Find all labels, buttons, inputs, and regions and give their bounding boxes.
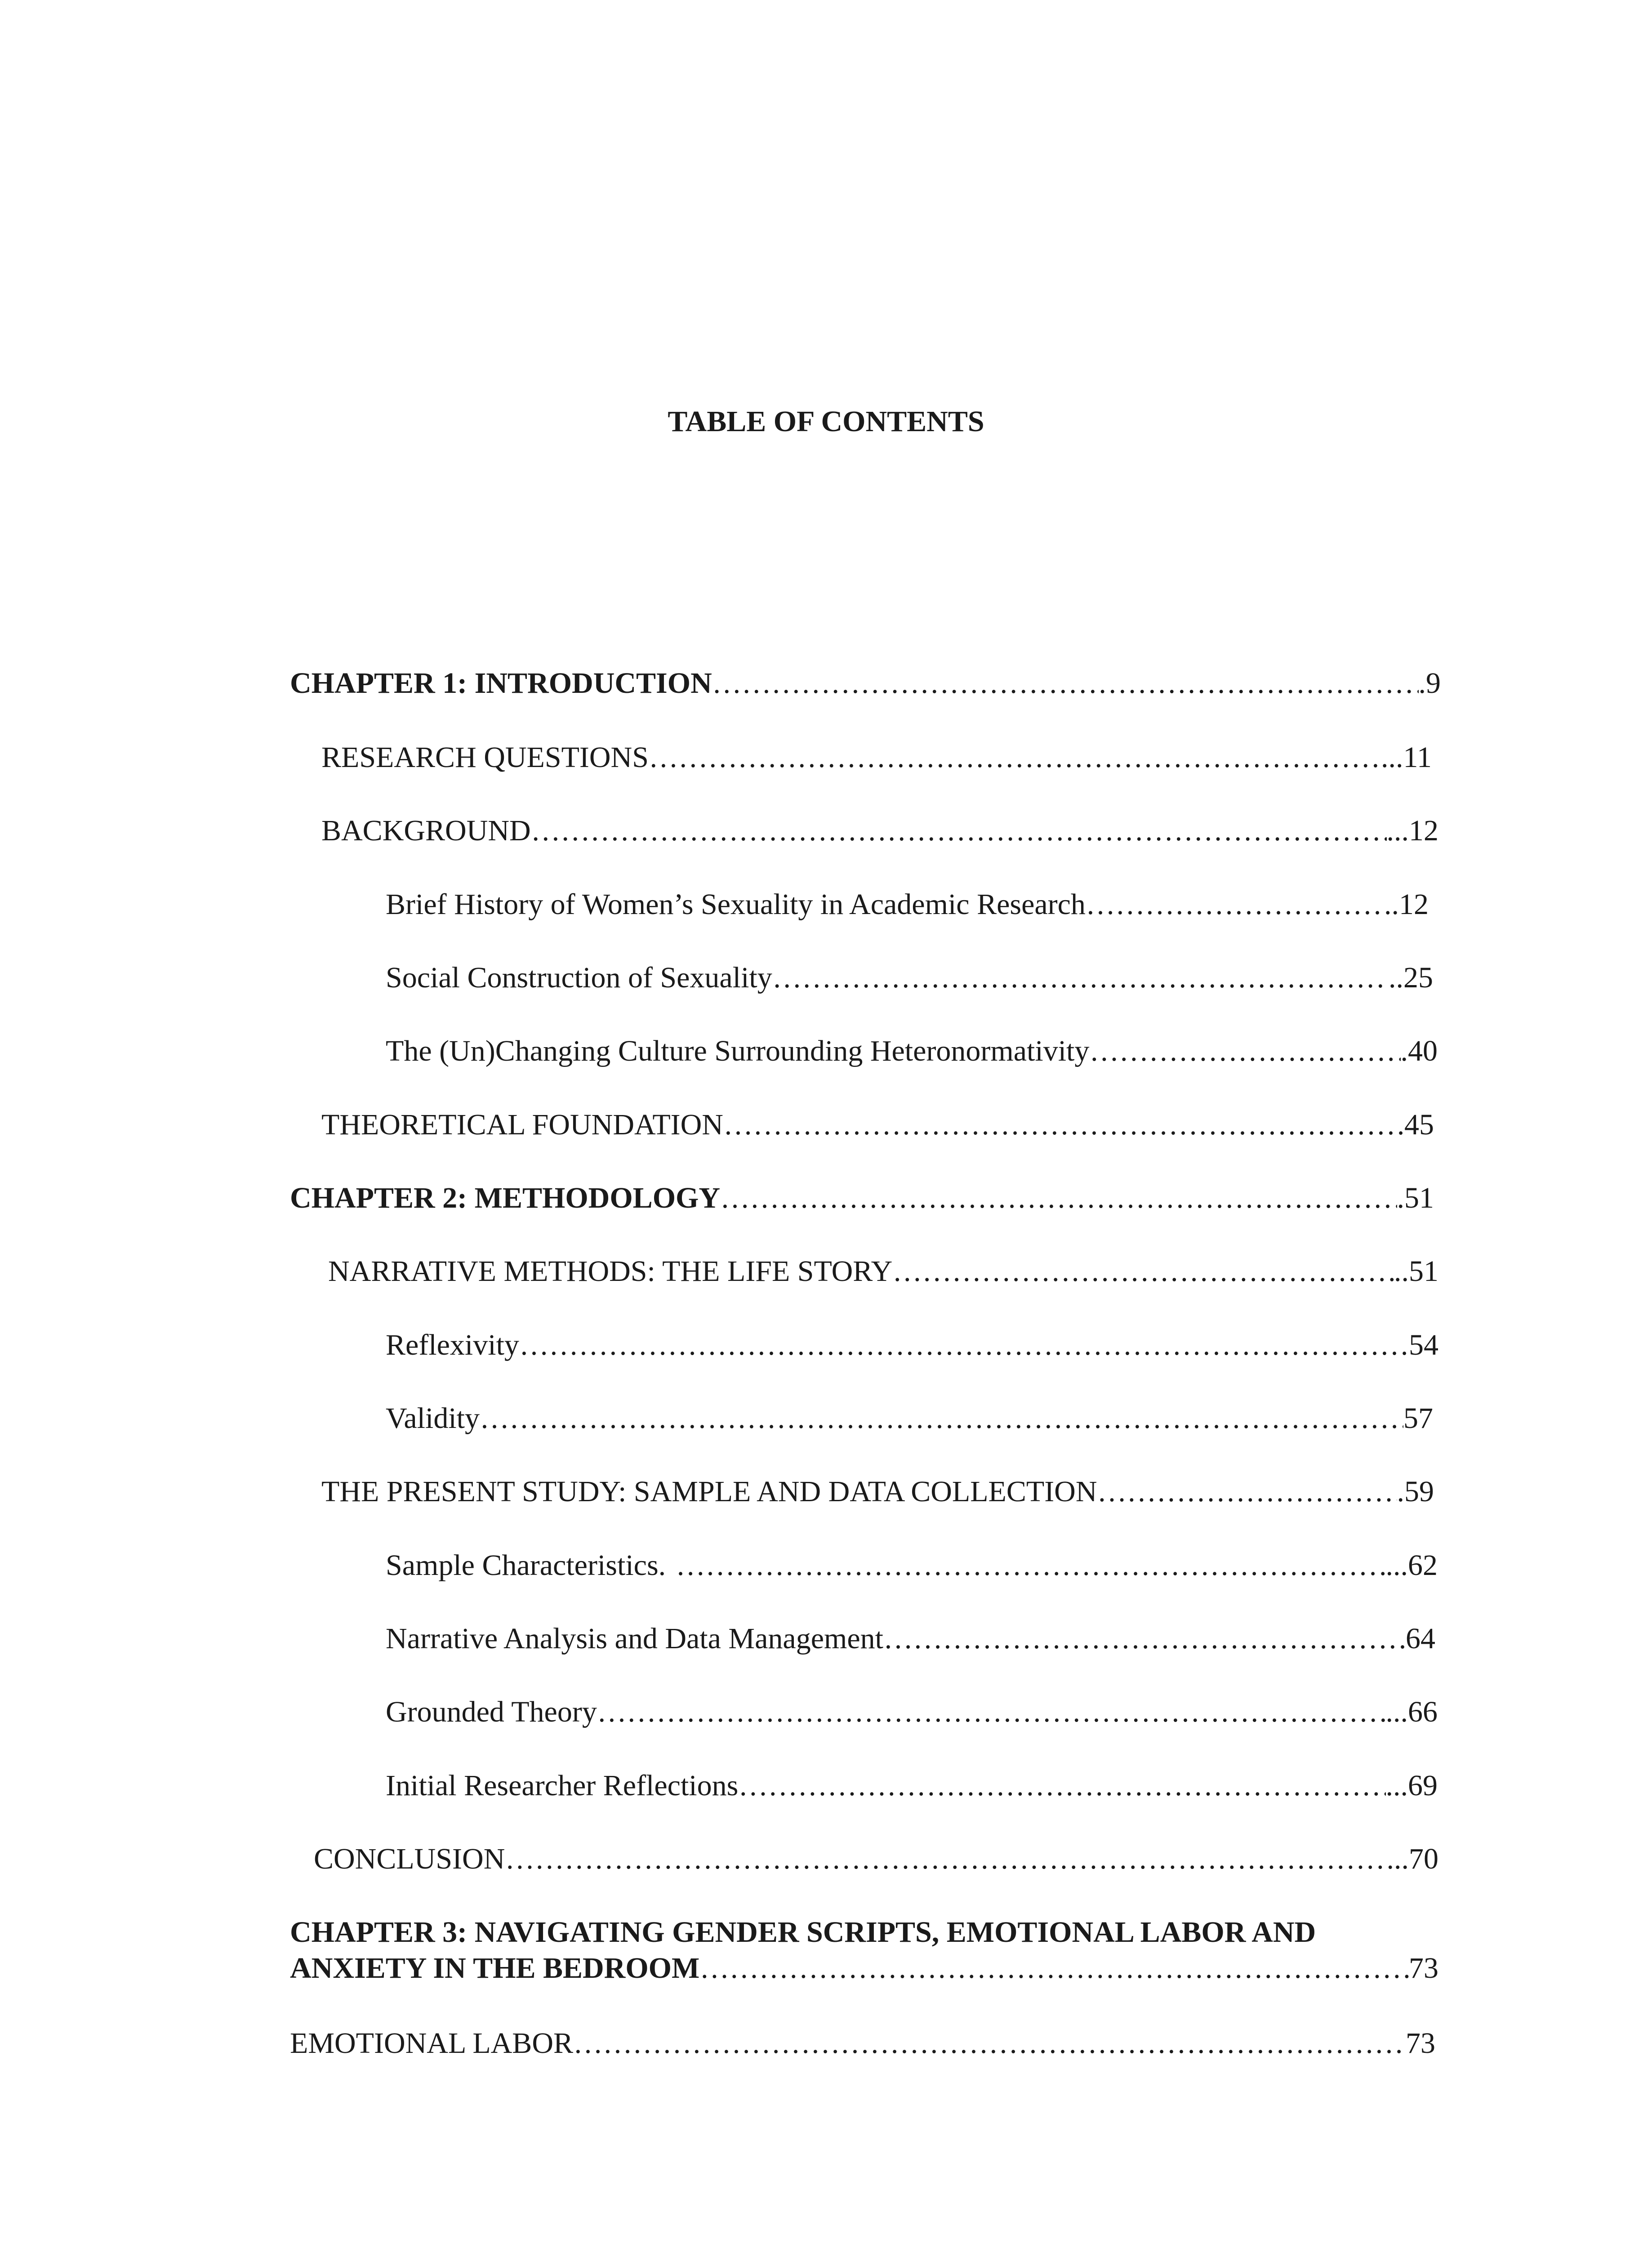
toc-page-number: ...12 (1386, 814, 1438, 847)
toc-entry-label-line2: ANXIETY IN THE BEDROOM (290, 1952, 700, 1985)
toc-page-number: ...62 (1385, 1549, 1438, 1582)
toc-entry-narrative-methods[interactable] (328, 1253, 1438, 1289)
toc-entry-label: Sample Characteristics. (386, 1549, 666, 1582)
toc-entry-label: THEORETICAL FOUNDATION (321, 1108, 723, 1141)
leader-dots (505, 1841, 1386, 1877)
leader-dots (1086, 887, 1384, 923)
toc-page-number: 54 (1409, 1329, 1438, 1361)
toc-page-number: .51 (1397, 1182, 1434, 1214)
toc-entry-label: Reflexivity (386, 1329, 519, 1361)
toc-entry-present-study[interactable] (321, 1474, 1434, 1510)
leader-dots (1097, 1474, 1397, 1510)
toc-entry-research-questions[interactable] (321, 740, 1432, 776)
page-title: TABLE OF CONTENTS (668, 405, 984, 438)
toc-entry-social-construction[interactable] (386, 960, 1433, 996)
toc-page-number: ..51 (1394, 1255, 1438, 1288)
leader-dots (1089, 1033, 1400, 1069)
leader-dots (573, 2025, 1406, 2061)
toc-page-number: 73 (1406, 2027, 1435, 2060)
toc-entry-theoretical-foundation[interactable] (321, 1107, 1434, 1143)
toc-entry-label: Social Construction of Sexuality (386, 961, 772, 994)
toc-page-number: .9 (1418, 667, 1441, 700)
leader-dots (480, 1401, 1403, 1436)
toc-entry-chapter-2[interactable] (290, 1180, 1434, 1216)
leader-dots (531, 813, 1387, 849)
toc-page-number: .59 (1397, 1475, 1434, 1508)
toc-page-number: ...11 (1380, 741, 1432, 774)
toc-entry-emotional-labor[interactable] (290, 2025, 1435, 2061)
toc-entry-label: CONCLUSION (314, 1842, 505, 1875)
toc-page-number: 45 (1404, 1108, 1434, 1141)
leader-dots (892, 1253, 1394, 1289)
toc-entry-label: The (Un)Changing Culture Surrounding Heteronormativity (386, 1035, 1090, 1067)
leader-dots (723, 1107, 1404, 1143)
toc-entry-validity[interactable] (386, 1401, 1433, 1436)
toc-page-number: 57 (1403, 1402, 1433, 1435)
leader-dots (772, 960, 1389, 996)
toc-entry-researcher-reflections[interactable] (386, 1768, 1438, 1804)
leader-dots (738, 1768, 1385, 1804)
toc-entry-grounded-theory[interactable] (386, 1694, 1438, 1730)
toc-entry-label: EMOTIONAL LABOR (290, 2027, 573, 2060)
leader-dots (699, 1950, 1409, 1986)
toc-entry-heteronormativity[interactable] (386, 1033, 1438, 1069)
leader-dots (597, 1694, 1386, 1730)
toc-page-number: ..25 (1389, 961, 1433, 994)
toc-entry-chapter-3[interactable] (290, 1914, 1438, 1986)
toc-entry-brief-history[interactable] (386, 887, 1429, 923)
toc-page-number: ...70 (1386, 1842, 1438, 1875)
toc-entry-conclusion[interactable] (314, 1841, 1438, 1877)
toc-page-number: .40 (1400, 1035, 1438, 1067)
toc-entry-label: CHAPTER 2: METHODOLOGY (290, 1182, 721, 1214)
toc-entry-chapter-1[interactable] (290, 665, 1441, 701)
toc-entry-sample-characteristics[interactable] (386, 1548, 1438, 1583)
toc-entry-narrative-analysis[interactable] (386, 1621, 1435, 1657)
toc-page-number: 73 (1409, 1952, 1438, 1985)
toc-entry-label: BACKGROUND (321, 814, 531, 847)
leader-dots (712, 665, 1419, 701)
toc-page-number: ...66 (1385, 1695, 1438, 1728)
toc-entry-label: Brief History of Women’s Sexuality in Academic Research (386, 888, 1086, 921)
toc-entry-label: THE PRESENT STUDY: SAMPLE AND DATA COLLECTION (321, 1475, 1097, 1508)
toc-page-number: ...69 (1385, 1769, 1438, 1802)
toc-entry-label: Initial Researcher Reflections (386, 1769, 739, 1802)
toc-page-number: ..12 (1384, 888, 1429, 921)
leader-dots (883, 1621, 1406, 1657)
leader-dots (519, 1327, 1409, 1363)
toc-entry-label: NARRATIVE METHODS: THE LIFE STORY (328, 1255, 893, 1288)
leader-dots (649, 740, 1381, 776)
toc-page-number: 64 (1406, 1622, 1435, 1655)
toc-entry-label-line1: CHAPTER 3: NAVIGATING GENDER SCRIPTS, EMOTIONAL LABOR AND (290, 1916, 1316, 1949)
toc-entry-label: Narrative Analysis and Data Management (386, 1622, 883, 1655)
toc-entry-label: RESEARCH QUESTIONS (321, 741, 649, 774)
toc-entry-label: CHAPTER 1: INTRODUCTION (290, 667, 712, 700)
toc-entry-label: Validity (386, 1402, 480, 1435)
leader-dots (720, 1180, 1397, 1216)
toc-entry-background[interactable] (321, 813, 1438, 849)
toc-entry-label: Grounded Theory (386, 1695, 597, 1728)
leader-dots (676, 1548, 1385, 1583)
toc-entry-reflexivity[interactable] (386, 1327, 1438, 1363)
